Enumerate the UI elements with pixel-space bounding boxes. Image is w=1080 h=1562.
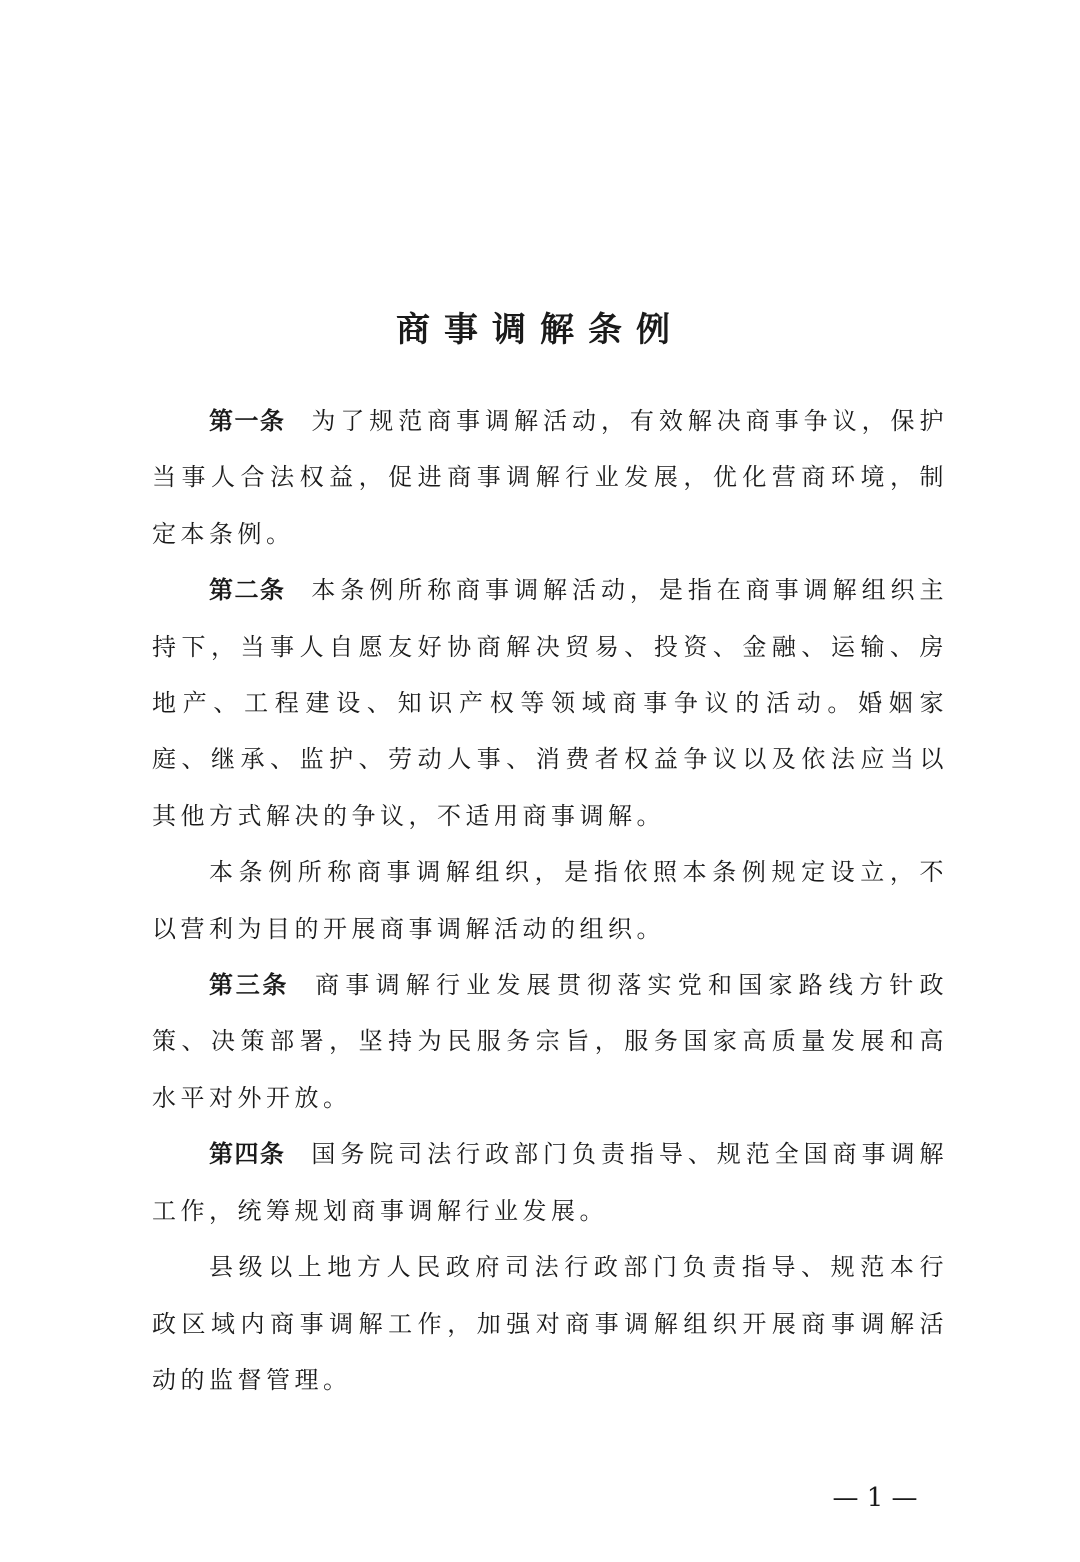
paragraph-text: 本条例所称商事调解组织，是指依照本条例规定设立，不以营利为目的开展商事调解活动的组织。: [152, 858, 948, 943]
continuation-paragraph: [152, 1239, 948, 1408]
paragraph-text: 本条例所称商事调解活动，是指在商事调解组织主持下，当事人自愿友好协商解决贸易、投资、金融、运输、房地产、工程建设、知识产权等领域商事争议的活动。婚姻家庭、继承、监护、劳动人事、消费者权益争议以及依法应当以其他方式解决的争议，不适用商事调解。: [152, 576, 948, 830]
page-number: — 1 —: [832, 1483, 918, 1513]
article-paragraph: [152, 1126, 948, 1239]
paragraph-text: 商事调解行业发展贯彻落实党和国家路线方针政策、决策部署，坚持为民服务宗旨，服务国家高质量发展和高水平对外开放。: [152, 971, 949, 1112]
paragraph-text: 县级以上地方人民政府司法行政部门负责指导、规范本行政区域内商事调解工作，加强对商事调解组织开展商事调解活动的监督管理。: [152, 1253, 948, 1394]
paragraph-text: 国务院司法行政部门负责指导、规范全国商事调解工作，统筹规划商事调解行业发展。: [152, 1140, 948, 1225]
article-paragraph: [152, 393, 948, 562]
article-number: 第三条: [209, 971, 290, 1000]
continuation-paragraph: [152, 844, 948, 957]
article-number: 第四条: [209, 1140, 286, 1169]
document-title: 商事调解条例: [396, 310, 684, 350]
article-paragraph: [152, 562, 948, 844]
article-number: 第二条: [209, 576, 286, 605]
document-body: [152, 393, 948, 1408]
article-number: 第一条: [209, 407, 286, 435]
article-paragraph: [152, 957, 948, 1126]
paragraph-text: 为了规范商事调解活动，有效解决商事争议，保护当事人合法权益，促进商事调解行业发展，优化营商环境，制定本条例。: [152, 407, 948, 548]
